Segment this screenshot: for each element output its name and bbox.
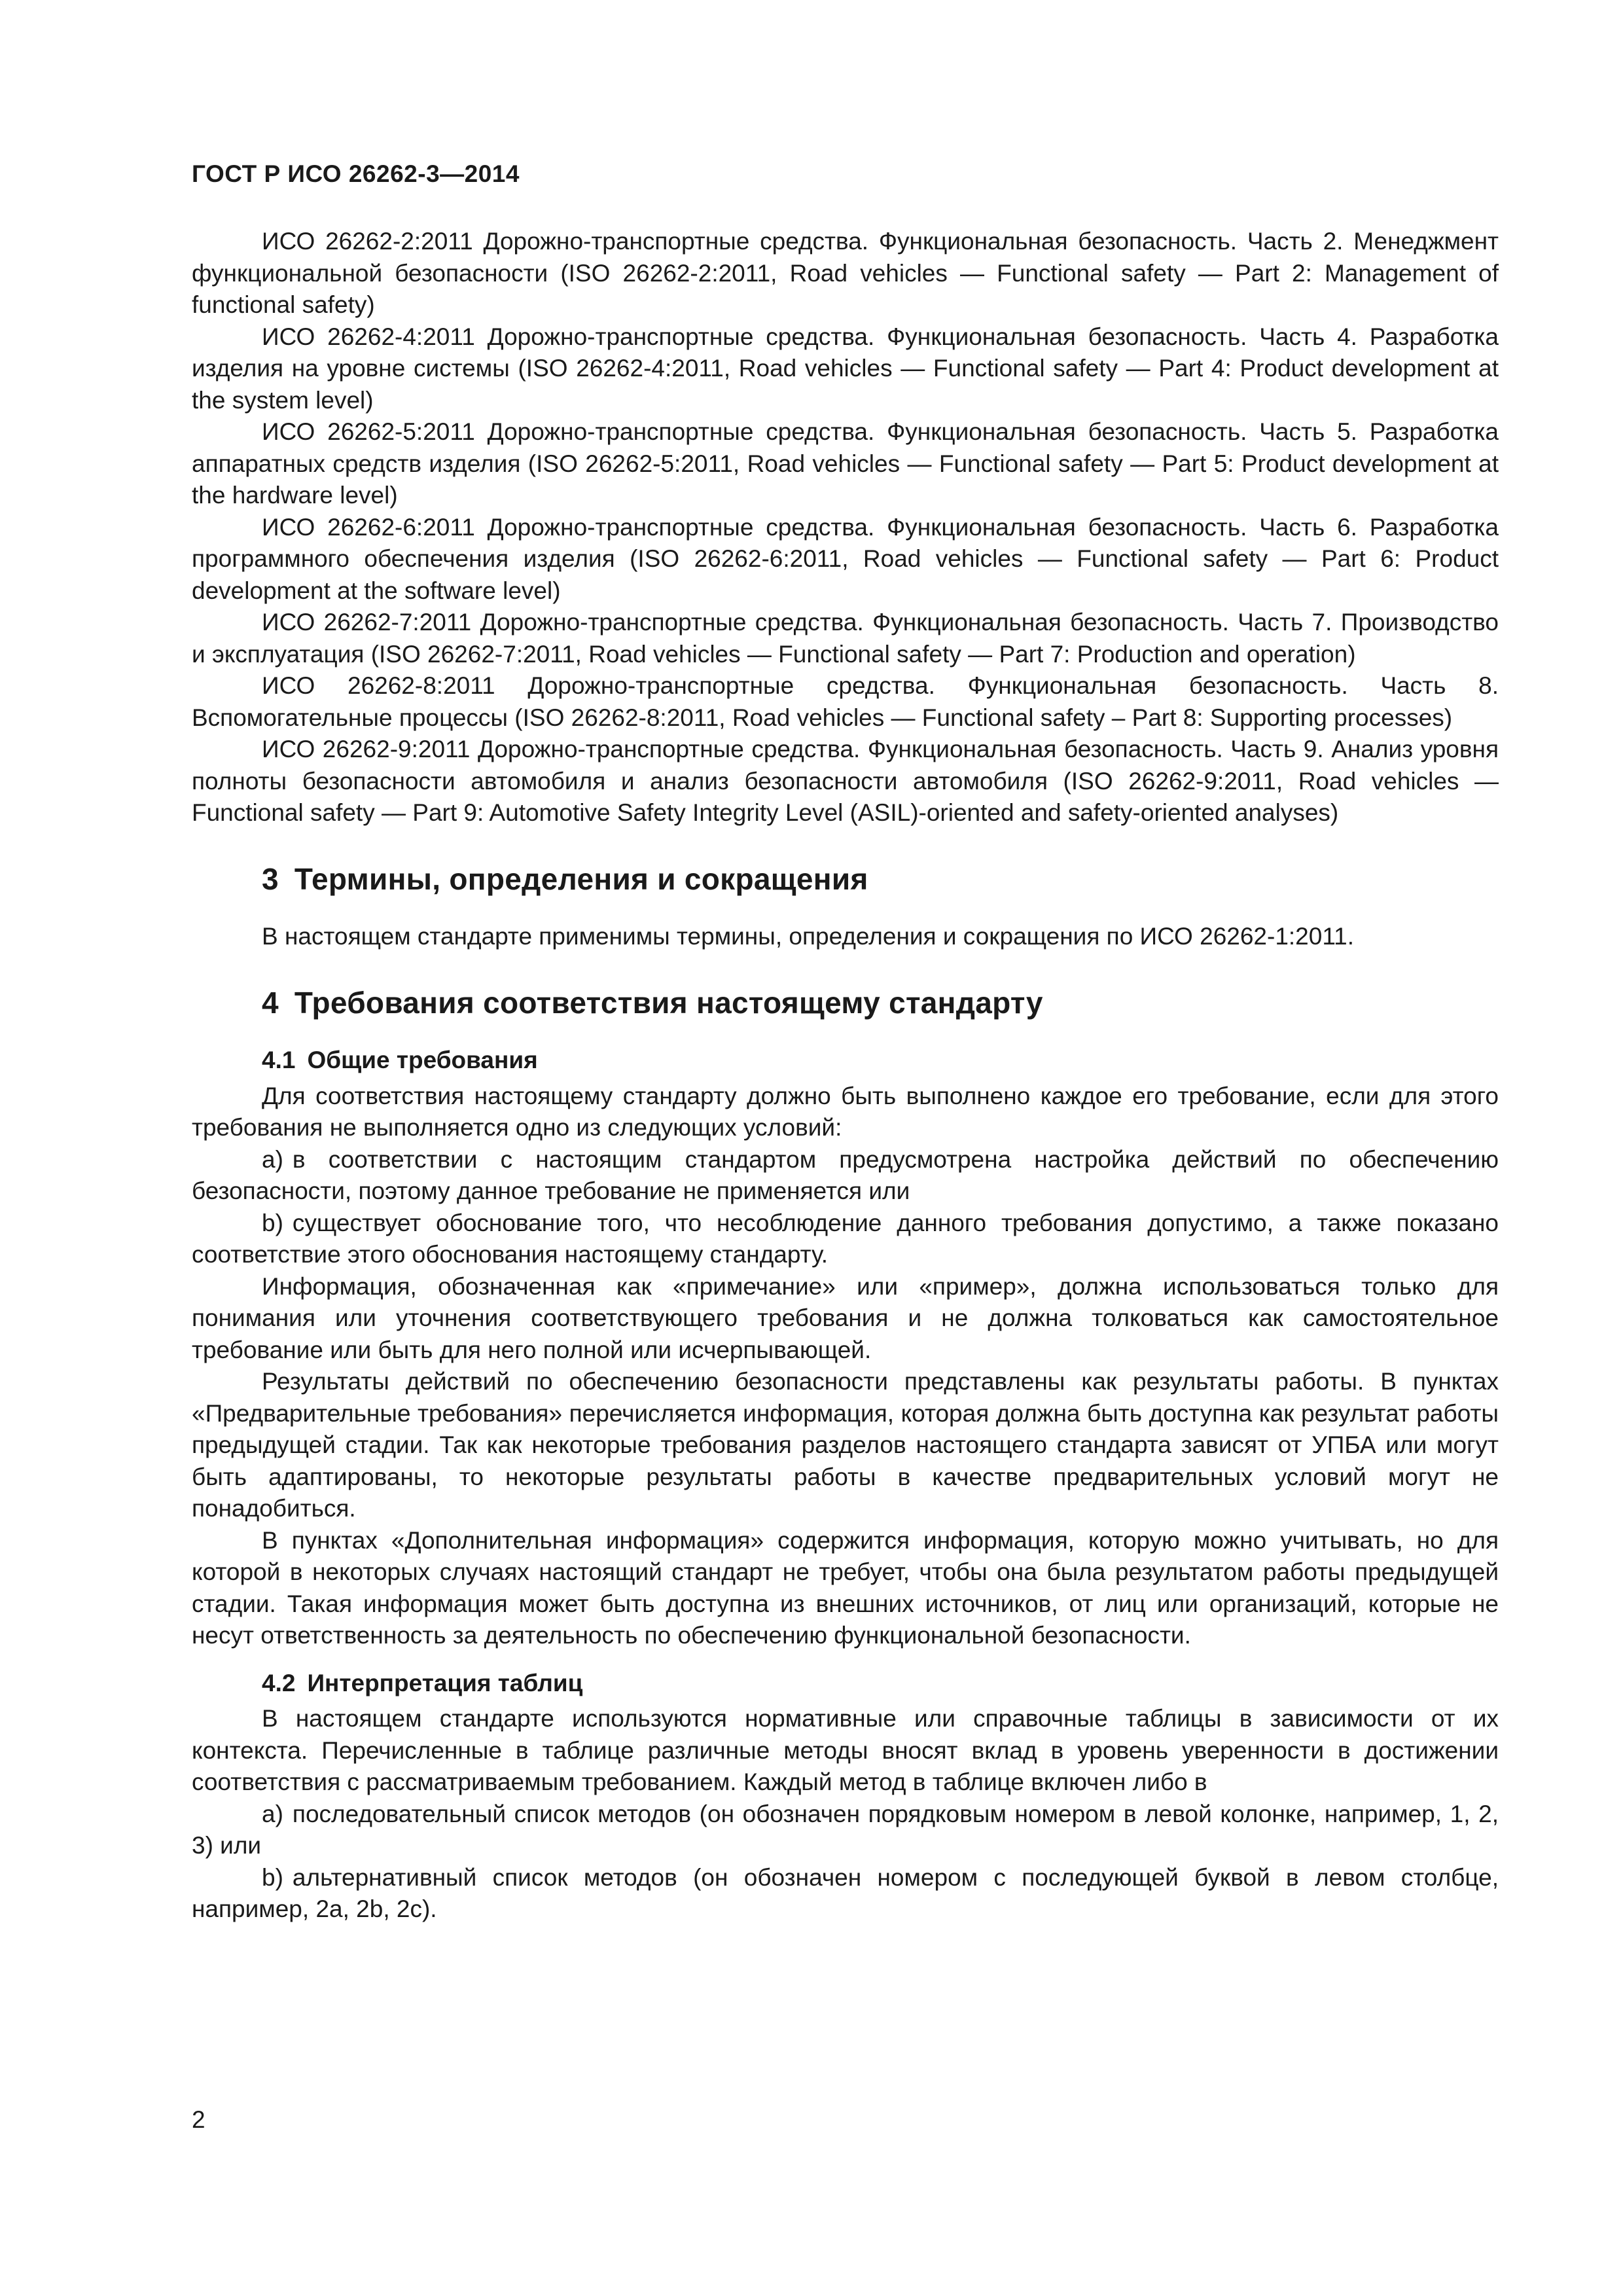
section-number: 3 bbox=[262, 861, 279, 896]
reference-item: ИСО 26262-2:2011 Дорожно-транспортные средства. Функциональная безопасность. Часть 2. Менеджмент функциональной безопасности (ISO 26262-2:2011, Road vehicles — Functional safety — Part 2: Management of functional safety) bbox=[192, 228, 1499, 318]
list-item-label: a) bbox=[262, 1145, 283, 1173]
reference-item: ИСО 26262-9:2011 Дорожно-транспортные средства. Функциональная безопасность. Часть 9. Анализ уровня полноты безопасности автомобиля и анализ безопасности автомобиля (ISO 26262-9:2011, Road vehicles — Functional safety — Part 9: Automotive Safety Integrity Level (ASIL)-oriented and safety-oriented analyses) bbox=[192, 736, 1499, 826]
reference-item: ИСО 26262-8:2011 Дорожно-транспортные средства. Функциональная безопасность. Часть 8. Вспомогательные процессы (ISO 26262-8:2011, Road vehicles — Functional safety – Part 8: Supporting processes) bbox=[192, 672, 1499, 731]
list-item bbox=[192, 1208, 1499, 1271]
subsection-4-2-heading bbox=[192, 1668, 1499, 1700]
subsection-4-1-heading bbox=[192, 1045, 1499, 1077]
section-3-heading bbox=[192, 863, 1499, 895]
reference-item: ИСО 26262-6:2011 Дорожно-транспортные средства. Функциональная безопасность. Часть 6. Разработка программного обеспечения изделия (ISO 26262-6:2011, Road vehicles — Functional safety — Part 6: Product development at the software level) bbox=[192, 513, 1499, 604]
section-4-heading bbox=[192, 987, 1499, 1019]
list-item-text: в соответствии с настоящим стандартом предусмотрена настройка действий по обеспечению безопасности, поэтому данное требование не применяется или bbox=[192, 1145, 1499, 1204]
section-3-text: В настоящем стандарте применимы термины, определения и сокращения по ИСО 26262-1:2011. bbox=[262, 923, 1355, 950]
list-item-label: b) bbox=[262, 1209, 283, 1236]
reference-item: ИСО 26262-5:2011 Дорожно-транспортные средства. Функциональная безопасность. Часть 5. Разработка аппаратных средств изделия (ISO 26262-5:2011, Road vehicles — Functional safety — Part 5: Product development at the hardware level) bbox=[192, 418, 1499, 509]
list-item-text: последовательный список методов (он обозначен порядковым номером в левой колонке, например, 1, 2, 3) или bbox=[192, 1800, 1499, 1859]
reference-item: ИСО 26262-4:2011 Дорожно-транспортные средства. Функциональная безопасность. Часть 4. Разработка изделия на уровне системы (ISO 26262-4:2011, Road vehicles — Functional safety — Part 4: Product development at the system level) bbox=[192, 323, 1499, 414]
subsection-number: 4.1 bbox=[262, 1047, 296, 1073]
running-header: ГОСТ Р ИСО 26262-3—2014 bbox=[192, 160, 520, 187]
paragraph: Для соответствия настоящему стандарту должно быть выполнено каждое его требование, если для этого требования не выполняется одно из следующих условий: bbox=[192, 1082, 1499, 1141]
subsection-number: 4.2 bbox=[262, 1669, 296, 1696]
list-item bbox=[192, 1799, 1499, 1862]
list-item-text: альтернативный список методов (он обозначен номером с последующей буквой в левом столбце, например, 2a, 2b, 2c). bbox=[192, 1863, 1499, 1922]
paragraph: Результаты действий по обеспечению безопасности представлены как результаты работы. В пунктах «Предварительные требования» перечисляется информация, которая должна быть доступна как результат работы предыдущей стадии. Так как некоторые требования разделов настоящего стандарта зависят от УПБА или могут быть адаптированы, то некоторые результаты работы в качестве предварительных условий могут не понадобиться. bbox=[192, 1368, 1499, 1522]
reference-list bbox=[192, 226, 1499, 829]
paragraph: Информация, обозначенная как «примечание» или «пример», должна использоваться только для понимания или уточнения соответствующего требования и не должна толковаться как самостоятельное требование или быть для него полной или исчерпывающей. bbox=[192, 1272, 1499, 1363]
section-title: Требования соответствия настоящему стандарту bbox=[294, 985, 1043, 1020]
reference-item: ИСО 26262-7:2011 Дорожно-транспортные средства. Функциональная безопасность. Часть 7. Производство и эксплуатация (ISO 26262-7:2011, Road vehicles — Functional safety — Part 7: Production and operation) bbox=[192, 609, 1499, 668]
document-body bbox=[192, 226, 1499, 1926]
subsection-title: Общие требования bbox=[307, 1047, 538, 1073]
paragraph: В пунктах «Дополнительная информация» содержится информация, которую можно учитывать, но для которой в некоторых случаях настоящий стандарт не требует, чтобы она была результатом работы предыдущей стадии. Такая информация может быть доступна из внешних источников, от лиц или организаций, которые не несут ответственность за деятельность по обеспечению функциональной безопасности. bbox=[192, 1526, 1499, 1649]
page-number: 2 bbox=[192, 2106, 205, 2133]
section-number: 4 bbox=[262, 985, 279, 1020]
list-item bbox=[192, 1862, 1499, 1926]
paragraph: В настоящем стандарте используются нормативные или справочные таблицы в зависимости от их контекста. Перечисленные в таблице различные методы вносят вклад в уровень уверенности в достижении соответствия с рассматриваемым требованием. Каждый метод в таблице включен либо в bbox=[192, 1705, 1499, 1795]
list-item-label: a) bbox=[262, 1800, 283, 1827]
list-item-text: существует обоснование того, что несоблюдение данного требования допустимо, а также показано соответствие этого обоснования настоящему стандарту. bbox=[192, 1209, 1499, 1268]
subsection-title: Интерпретация таблиц bbox=[307, 1669, 583, 1696]
section-title: Термины, определения и сокращения bbox=[294, 861, 868, 896]
list-item-label: b) bbox=[262, 1863, 283, 1891]
list-item bbox=[192, 1144, 1499, 1208]
